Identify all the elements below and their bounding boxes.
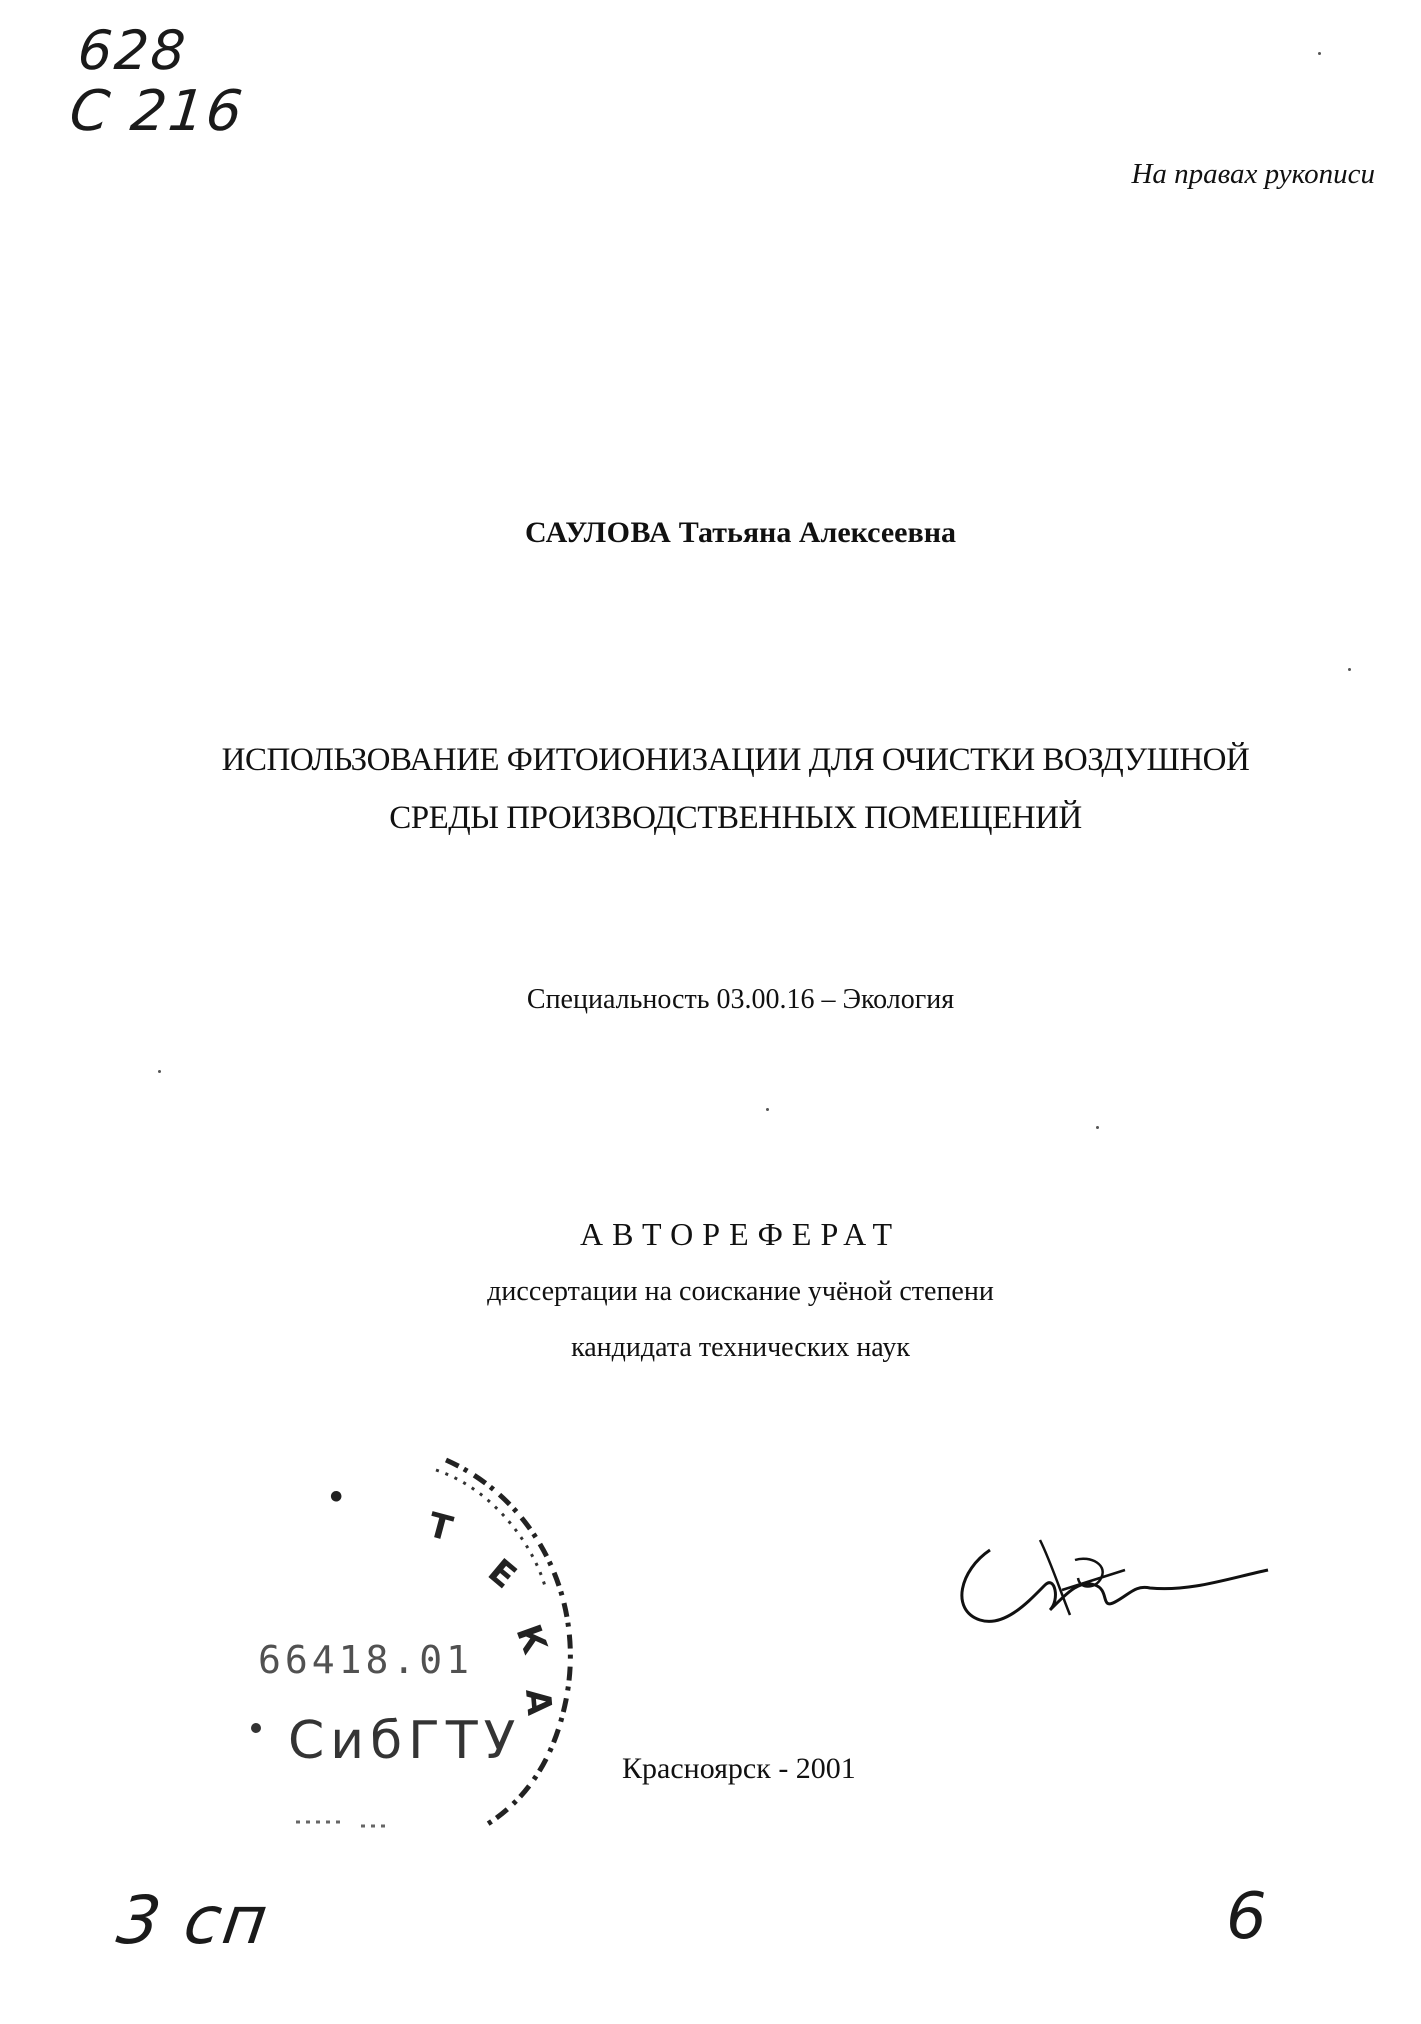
- scan-speck: [766, 1108, 769, 1111]
- stamp-number: 66418.01: [258, 1638, 474, 1682]
- scan-speck: [1348, 668, 1351, 671]
- svg-text:А: А: [517, 1687, 560, 1718]
- handwritten-shelf-code-top: 628: [75, 19, 190, 82]
- degree-line-2: кандидата технических наук: [571, 1332, 910, 1363]
- degree-line-1: диссертации на соискание учёной степени: [487, 1276, 994, 1307]
- svg-text:Е: Е: [480, 1551, 524, 1597]
- library-stamp: [236, 1440, 596, 1860]
- author-given-names: Татьяна Алексеевна: [678, 516, 956, 549]
- scan-speck: [1318, 52, 1321, 55]
- rights-note: На правах рукописи: [1131, 158, 1375, 190]
- author-surname: САУЛОВА: [525, 516, 672, 549]
- title-line-2: СРЕДЫ ПРОИЗВОДСТВЕННЫХ ПОМЕЩЕНИЙ: [389, 800, 1082, 836]
- author-name: [0, 516, 1421, 550]
- handwritten-note-bottom-right: 6: [1226, 1880, 1269, 1954]
- svg-text:Т: Т: [423, 1505, 457, 1550]
- scan-speck: [1096, 1126, 1099, 1129]
- scan-speck: [158, 1070, 161, 1073]
- document-type-heading: АВТОРЕФЕРАТ: [580, 1216, 901, 1252]
- svg-text:•: •: [321, 1478, 352, 1518]
- specialty-line: Специальность 03.00.16 – Экология: [526, 984, 955, 1015]
- author-signature: [950, 1530, 1270, 1640]
- handwritten-note-bottom-left: 3 сп: [112, 1882, 274, 1959]
- handwritten-shelf-code-bottom: C 216: [66, 79, 248, 144]
- city-year: Красноярск - 2001: [622, 1752, 856, 1785]
- svg-text:К: К: [507, 1619, 555, 1660]
- stamp-institution: СибГТУ: [288, 1711, 522, 1771]
- title-line-1: ИСПОЛЬЗОВАНИЕ ФИТОИОНИЗАЦИИ ДЛЯ ОЧИСТКИ ВОЗДУШНОЙ: [221, 742, 1250, 778]
